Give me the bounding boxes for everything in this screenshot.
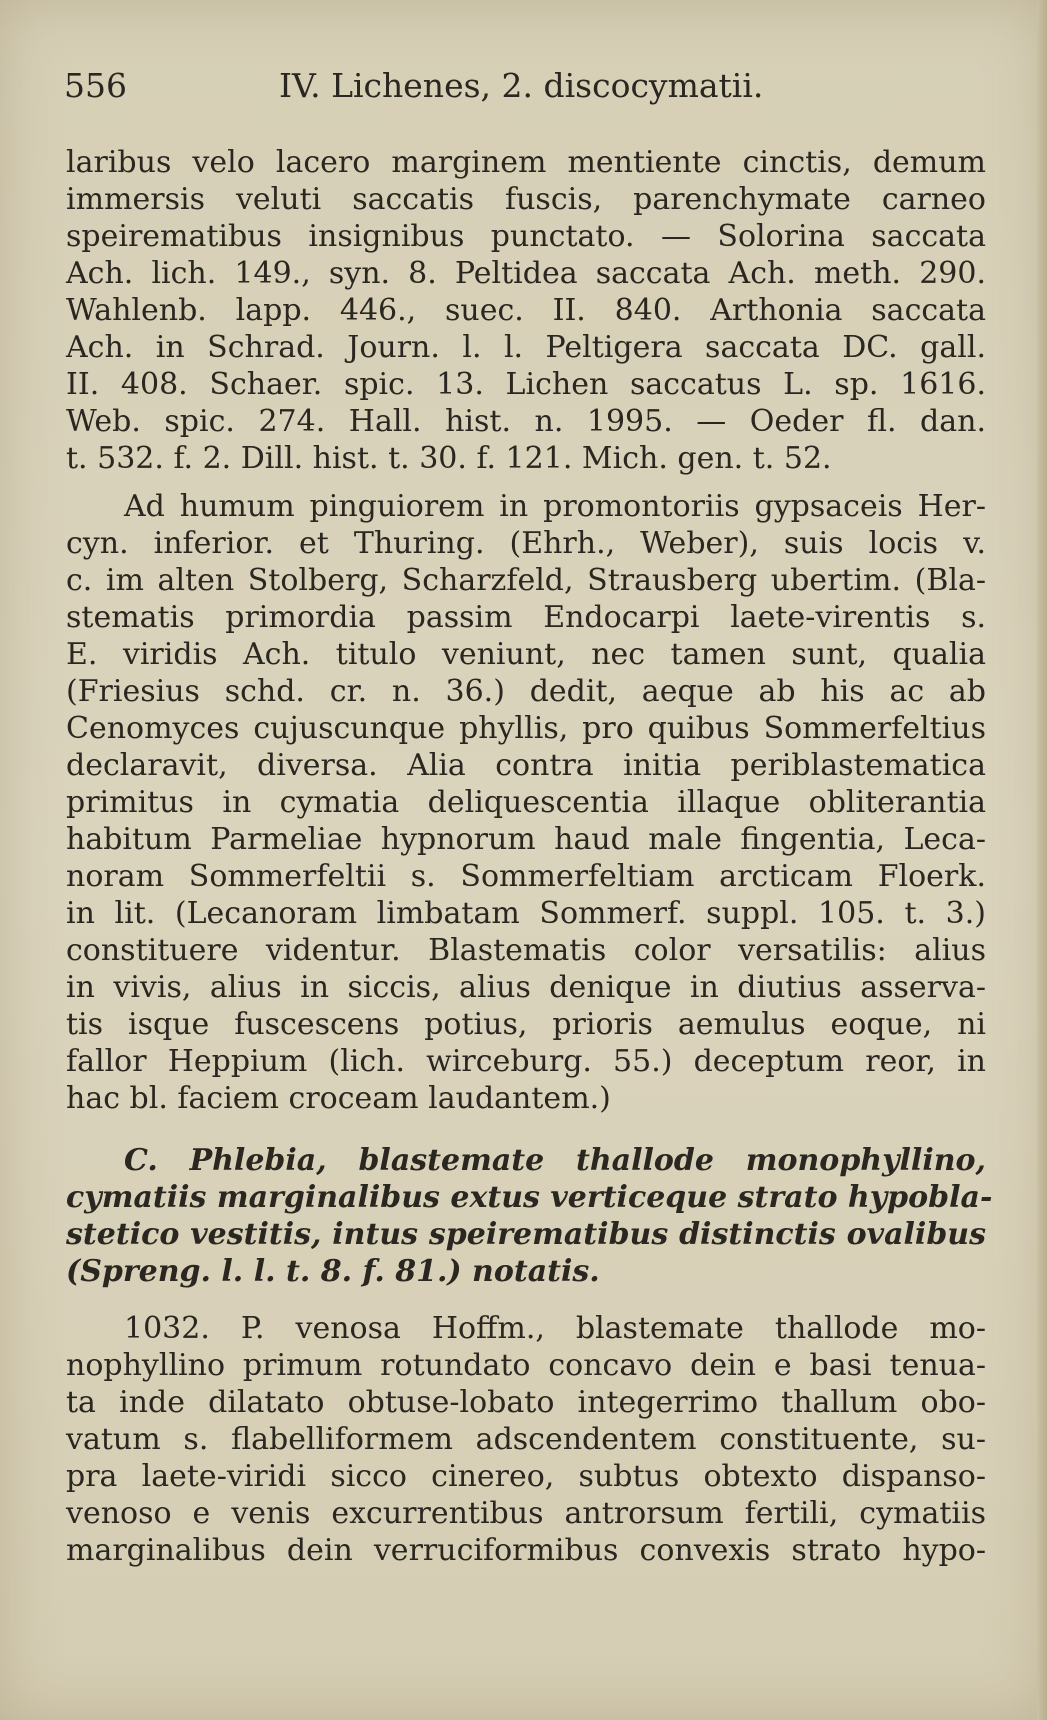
text-line: t. 532. f. 2. Dill. hist. t. 30. f. 121. Mich. gen. t. 52. bbox=[66, 441, 832, 476]
text-line: Ach. lich. 149., syn. 8. Peltidea saccata Ach. meth. 290. bbox=[66, 256, 986, 291]
text-line: stetico vestitis, intus speirematibus distinctis ovalibus bbox=[66, 1217, 986, 1252]
text-line: declaravit, diversa. Alia contra initia periblastematica bbox=[66, 748, 986, 783]
text-line: in vivis, alius in siccis, alius denique in diutius asserva- bbox=[66, 970, 986, 1005]
text-line: 1032. P. venosa Hoffm., blastemate thallode mo- bbox=[124, 1311, 986, 1346]
text-line: stematis primordia passim Endocarpi laete-virentis s. bbox=[66, 600, 986, 635]
text-line: Wahlenb. lapp. 446., suec. II. 840. Arthonia saccata bbox=[66, 293, 986, 328]
paragraph-phlebia bbox=[66, 1142, 993, 1290]
paragraph-habitat bbox=[66, 488, 986, 1117]
text-line: nophyllino primum rotundato concavo dein e basi tenua- bbox=[66, 1348, 986, 1383]
text-line: II. 408. Schaer. spic. 13. Lichen saccatus L. sp. 1616. bbox=[66, 367, 986, 402]
text-line: speirematibus insignibus punctato. — Solorina saccata bbox=[66, 219, 986, 254]
page-edge bbox=[1037, 0, 1047, 1720]
text-line: in lit. (Lecanoram limbatam Sommerf. suppl. 105. t. 3.) bbox=[66, 896, 986, 931]
text-line: primitus in cymatia deliquescentia illaque obliterantia bbox=[66, 785, 986, 820]
text-line: c. im alten Stolberg, Scharzfeld, Strausberg ubertim. (Bla- bbox=[66, 563, 986, 598]
text-line: cymatiis marginalibus extus verticeque strato hypobla- bbox=[66, 1180, 993, 1215]
text-line: constituere videntur. Blastematis color versatilis: alius bbox=[66, 933, 986, 968]
text-line: pra laete-viridi sicco cinereo, subtus obtexto dispanso- bbox=[66, 1459, 986, 1494]
text-line: Cenomyces cujuscunque phyllis, pro quibus Sommerfeltius bbox=[66, 711, 986, 746]
paragraph-venosa bbox=[66, 1310, 986, 1569]
paragraph-solorina bbox=[66, 144, 986, 477]
text-line: cyn. inferior. et Thuring. (Ehrh., Weber), suis locis v. bbox=[66, 526, 986, 561]
text-line: (Friesius schd. cr. n. 36.) dedit, aeque ab his ac ab bbox=[66, 674, 986, 709]
page-number: 556 bbox=[64, 66, 127, 105]
running-title: IV. Lichenes, 2. discocymatii. bbox=[279, 66, 764, 105]
text-line: ta inde dilatato obtuse-lobato integerrimo thallum obo- bbox=[66, 1385, 986, 1420]
text-line: habitum Parmeliae hypnorum haud male fingentia, Leca- bbox=[66, 822, 986, 857]
text-line: Web. spic. 274. Hall. hist. n. 1995. — Oeder fl. dan. bbox=[66, 404, 986, 439]
text-line: vatum s. flabelliformem adscendentem constituente, su- bbox=[66, 1422, 986, 1457]
text-line: Ad humum pinguiorem in promontoriis gypsaceis Her- bbox=[124, 489, 986, 524]
text-line: tis isque fuscescens potius, prioris aemulus eoque, ni bbox=[66, 1007, 986, 1042]
text-line: fallor Heppium (lich. wirceburg. 55.) deceptum reor, in bbox=[66, 1044, 986, 1079]
text-line: E. viridis Ach. titulo veniunt, nec tamen sunt, qualia bbox=[66, 637, 986, 672]
text-line: marginalibus dein verruciformibus convexis strato hypo- bbox=[66, 1533, 986, 1568]
text-line: Ach. in Schrad. Journ. l. l. Peltigera saccata DC. gall. bbox=[66, 330, 986, 365]
text-line: immersis veluti saccatis fuscis, parenchymate carneo bbox=[66, 182, 986, 217]
text-line: C. Phlebia, blastemate thallode monophyllino, bbox=[124, 1143, 986, 1178]
page-header bbox=[64, 66, 964, 116]
text-line: venoso e venis excurrentibus antrorsum fertili, cymatiis bbox=[66, 1496, 986, 1531]
text-line: (Spreng. l. l. t. 8. f. 81.) notatis. bbox=[66, 1254, 600, 1289]
text-line: laribus velo lacero marginem mentiente cinctis, demum bbox=[66, 145, 986, 180]
text-line: noram Sommerfeltii s. Sommerfeltiam arcticam Floerk. bbox=[66, 859, 986, 894]
text-line: hac bl. faciem croceam laudantem.) bbox=[66, 1081, 611, 1116]
